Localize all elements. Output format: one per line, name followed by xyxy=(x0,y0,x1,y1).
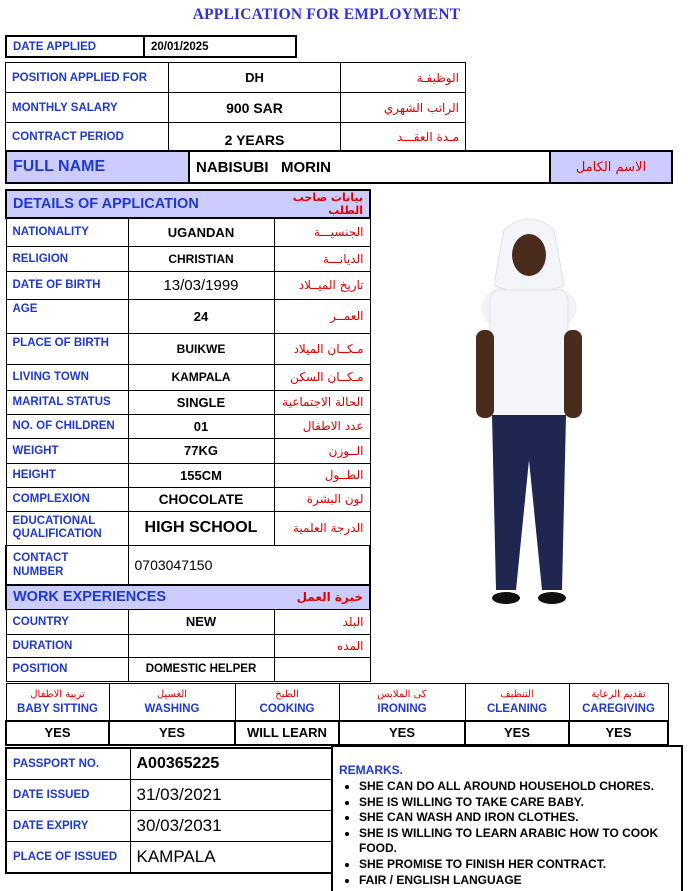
skill-value: YES xyxy=(569,721,668,745)
weight-label: WEIGHT xyxy=(6,438,128,463)
work-country-value: NEW xyxy=(128,609,274,634)
page-title: APPLICATION FOR EMPLOYMENT xyxy=(192,6,461,23)
work-country-label: COUNTRY xyxy=(6,609,128,634)
photo-shirt xyxy=(490,290,568,418)
remark-item: • SHE CAN DO ALL AROUND HOUSEHOLD CHORES. xyxy=(359,779,675,795)
photo-face xyxy=(512,234,546,276)
remark-item: • SHE CAN WASH AND IRON CLOTHES. xyxy=(359,810,675,826)
age-ar: العمــر xyxy=(274,299,370,333)
education-value: HIGH SCHOOL xyxy=(128,511,274,545)
details-header-ar: بيانات صاحب الطلب xyxy=(274,190,370,218)
details-header: DETAILS OF APPLICATION xyxy=(6,190,274,218)
nationality-value: UGANDAN xyxy=(128,218,274,246)
work-position-label: POSITION xyxy=(6,657,128,681)
photo-left-shoe xyxy=(492,592,520,604)
work-country-ar: البلد xyxy=(274,609,370,634)
skill-ar: الطبخ xyxy=(275,688,299,700)
place-issued-label: PLACE OF ISSUED xyxy=(6,841,130,873)
contact-label: CONTACT NUMBER xyxy=(6,545,128,585)
details-table xyxy=(5,189,371,586)
position-ar: الوظيفـة xyxy=(341,63,466,93)
skill-ironing xyxy=(339,684,465,721)
work-header-ar: خبرة العمل xyxy=(274,585,370,609)
full-name-value: NABISUBI MORIN xyxy=(189,151,550,183)
birthplace-value: BUIKWE xyxy=(128,333,274,364)
skill-en: CAREGIVING xyxy=(582,702,655,715)
remarks-list xyxy=(339,779,675,888)
place-issued-value: KAMPALA xyxy=(130,841,332,873)
photo-left-arm xyxy=(476,330,494,418)
date-applied-table xyxy=(5,35,297,58)
weight-ar: الــوزن xyxy=(274,438,370,463)
skill-washing xyxy=(109,684,235,721)
marital-value: SINGLE xyxy=(128,390,274,414)
marital-ar: الحالة الاجتماعية xyxy=(274,390,370,414)
remark-item: • SHE IS WILLING TO LEARN ARABIC HOW TO COOK FOOD. xyxy=(359,826,675,857)
salary-value: 900 SAR xyxy=(169,93,341,123)
photo-right-shoe xyxy=(538,592,566,604)
skill-ar: كى الملابس xyxy=(377,688,427,700)
photo-right-arm xyxy=(564,330,582,418)
children-label: NO. OF CHILDREN xyxy=(6,414,128,438)
birthplace-label: PLACE OF BIRTH xyxy=(6,333,128,364)
weight-value: 77KG xyxy=(128,438,274,463)
skill-en: BABY SITTING xyxy=(17,702,98,715)
remark-item: • SHE PROMISE TO FINISH HER CONTRACT. xyxy=(359,857,675,873)
skills-table xyxy=(5,683,669,746)
full-name-ar: الاسم الكامل xyxy=(550,151,672,183)
complexion-label: COMPLEXION xyxy=(6,487,128,511)
work-table xyxy=(5,584,371,682)
education-ar: الدرجة العلمية xyxy=(274,511,370,545)
work-duration-ar: المده xyxy=(274,634,370,657)
passport-table xyxy=(5,747,333,874)
age-value: 24 xyxy=(128,299,274,333)
height-value: 155CM xyxy=(128,463,274,487)
age-label: AGE xyxy=(6,299,128,333)
remark-item: • SHE IS WILLING TO TAKE CARE BABY. xyxy=(359,795,675,811)
skill-ar: تقديم الرعاية xyxy=(591,688,646,700)
skill-ar: الغسيل xyxy=(156,688,188,700)
living-town-ar: مـكــان السكن xyxy=(274,364,370,390)
complexion-value: CHOCOLATE xyxy=(128,487,274,511)
salary-label: MONTHLY SALARY xyxy=(6,93,169,123)
remarks-title: REMARKS. xyxy=(339,763,404,777)
date-issued-value: 31/03/2021 xyxy=(130,779,332,810)
skill-value: YES xyxy=(109,721,235,745)
height-ar: الطــول xyxy=(274,463,370,487)
dob-label: DATE OF BIRTH xyxy=(6,271,128,299)
education-label: EDUCATIONAL QUALIFICATION xyxy=(6,511,128,545)
skill-value: YES xyxy=(465,721,569,745)
remark-item: • FAIR / ENGLISH LANGUAGE xyxy=(359,873,675,889)
full-name-table xyxy=(5,150,673,184)
date-applied-label: DATE APPLIED xyxy=(6,36,144,57)
work-position-value: DOMESTIC HELPER xyxy=(128,657,274,681)
nationality-ar: الجنسيـــة xyxy=(274,218,370,246)
skill-en: IRONING xyxy=(377,702,427,715)
passport-no-value: A00365225 xyxy=(130,748,332,779)
nationality-label: NATIONALITY xyxy=(6,218,128,246)
work-header: WORK EXPERIENCES xyxy=(6,585,274,609)
passport-no-label: PASSPORT NO. xyxy=(6,748,130,779)
remarks-box xyxy=(331,745,683,891)
skill-en: COOKING xyxy=(259,702,315,715)
skill-ar: التنظيف xyxy=(500,688,534,700)
skill-baby-sitting xyxy=(6,684,109,721)
children-value: 01 xyxy=(128,414,274,438)
contract-ar: مـدة العقـــد xyxy=(341,123,466,151)
skill-en: WASHING xyxy=(144,702,200,715)
complexion-ar: لون البشرة xyxy=(274,487,370,511)
religion-value: CHRISTIAN xyxy=(128,246,274,271)
dob-ar: تاريخ الميــلاد xyxy=(274,271,370,299)
applicant-photo xyxy=(462,210,602,610)
skill-ar: تربية الاطفال xyxy=(30,688,85,700)
work-duration-label: DURATION xyxy=(6,634,128,657)
dob-value: 13/03/1999 xyxy=(128,271,274,299)
skill-value: YES xyxy=(339,721,465,745)
photo-trousers xyxy=(492,415,566,590)
date-issued-label: DATE ISSUED xyxy=(6,779,130,810)
work-duration-value xyxy=(128,634,274,657)
position-label: POSITION APPLIED FOR xyxy=(6,63,169,93)
contract-label: CONTRACT PERIOD xyxy=(6,123,169,151)
date-applied-value: 20/01/2025 xyxy=(144,36,296,57)
position-value: DH xyxy=(169,63,341,93)
living-town-value: KAMPALA xyxy=(128,364,274,390)
height-label: HEIGHT xyxy=(6,463,128,487)
work-position-ar xyxy=(274,657,370,681)
skill-value: WILL LEARN xyxy=(235,721,339,745)
contact-value: 0703047150 xyxy=(128,545,370,585)
date-expiry-value: 30/03/2031 xyxy=(130,810,332,841)
children-ar: عدد الاطفال xyxy=(274,414,370,438)
full-name-label: FULL NAME xyxy=(6,151,189,183)
job-terms-table xyxy=(5,62,466,151)
salary-ar: الراتب الشهري xyxy=(341,93,466,123)
skill-cleaning xyxy=(465,684,569,721)
skill-value: YES xyxy=(6,721,109,745)
living-town-label: LIVING TOWN xyxy=(6,364,128,390)
birthplace-ar: مـكــان الميلاد xyxy=(274,333,370,364)
skill-cooking xyxy=(235,684,339,721)
skill-caregiving xyxy=(569,684,668,721)
religion-ar: الديانـــة xyxy=(274,246,370,271)
contract-value: 2 YEARS xyxy=(169,123,341,151)
skill-en: CLEANING xyxy=(486,702,548,715)
date-expiry-label: DATE EXPIRY xyxy=(6,810,130,841)
religion-label: RELIGION xyxy=(6,246,128,271)
marital-label: MARITAL STATUS xyxy=(6,390,128,414)
